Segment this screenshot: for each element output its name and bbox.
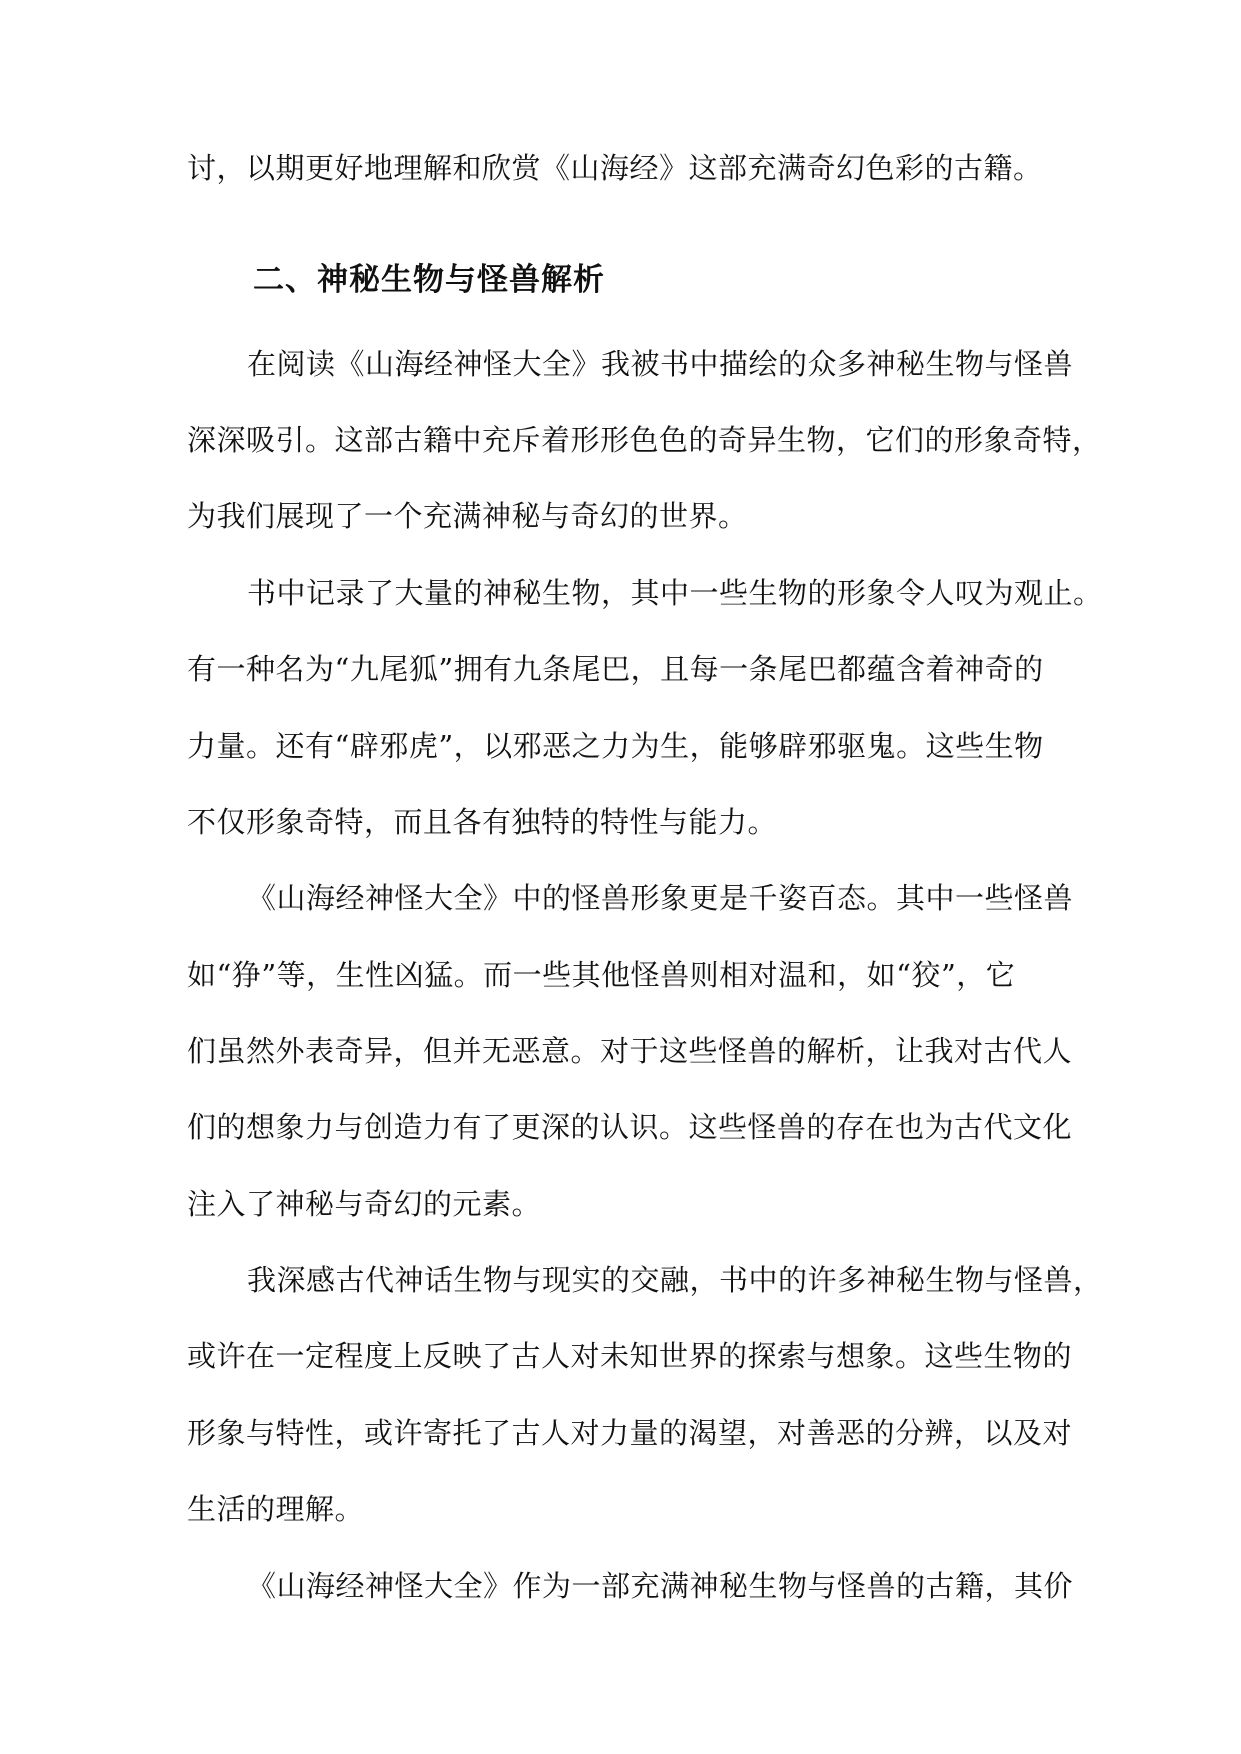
body-line: 《山海经神怪大全》中的怪兽形象更是千姿百态。其中一些怪兽 [247,881,1074,915]
body-line: 形象与特性，或许寄托了古人对力量的渴望，对善恶的分辨，以及对 [187,1416,1073,1450]
body-line: 为我们展现了一个充满神秘与奇幻的世界。 [187,499,748,533]
body-line: 们虽然外表奇异，但并无恶意。对于这些怪兽的解析，让我对古代人 [187,1034,1073,1068]
body-line: 如“狰”等，生性凶猛。而一些其他怪兽则相对温和，如“狡”，它 [187,958,1016,992]
body-line: 讨，以期更好地理解和欣赏《山海经》这部充满奇幻色彩的古籍。 [187,151,1043,185]
body-line: 深深吸引。这部古籍中充斥着形形色色的奇异生物，它们的形象奇特， [187,423,1102,457]
body-line: 力量。还有“辟邪虎”，以邪恶之力为生，能够辟邪驱鬼。这些生物 [187,729,1044,763]
section-heading: 二、神秘生物与怪兽解析 [253,262,605,298]
body-line: 我深感古代神话生物与现实的交融，书中的许多神秘生物与怪兽， [247,1263,1103,1297]
body-line: 《山海经神怪大全》作为一部充满神秘生物与怪兽的古籍，其价 [247,1569,1074,1603]
body-line: 或许在一定程度上反映了古人对未知世界的探索与想象。这些生物的 [187,1339,1073,1373]
body-line: 们的想象力与创造力有了更深的认识。这些怪兽的存在也为古代文化 [187,1110,1073,1144]
body-line: 注入了神秘与奇幻的元素。 [187,1187,542,1221]
body-line: 在阅读《山海经神怪大全》我被书中描绘的众多神秘生物与怪兽 [247,347,1074,381]
body-line: 书中记录了大量的神秘生物，其中一些生物的形象令人叹为观止。 [247,576,1103,610]
body-line: 有一种名为“九尾狐”拥有九条尾巴，且每一条尾巴都蕴含着神奇的 [187,652,1044,686]
body-line: 生活的理解。 [187,1492,365,1526]
body-line: 不仅形象奇特，而且各有独特的特性与能力。 [187,805,778,839]
